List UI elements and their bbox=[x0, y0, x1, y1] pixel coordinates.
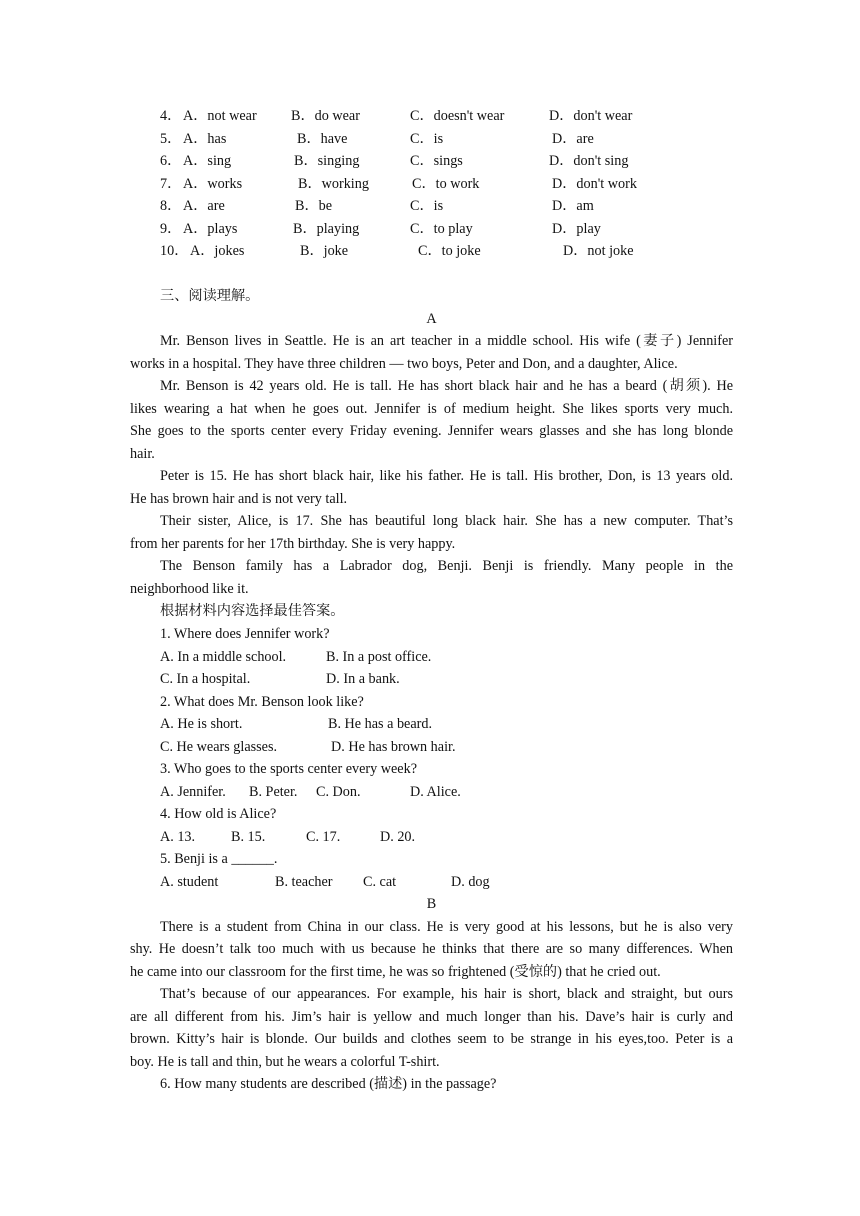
question-options: A. In a middle school. B. In a post office. bbox=[160, 649, 432, 665]
passage-line: from her parents for her 17th birthday. She is very happy. bbox=[130, 536, 456, 552]
question-options: A. student B. teacher C. cat D. dog bbox=[160, 874, 490, 890]
question-options: C. He wears glasses. D. He has brown hair. bbox=[160, 739, 456, 755]
question-options: C. In a hospital. D. In a bank. bbox=[160, 671, 400, 687]
passage-line: brown. Kitty’s hair is blonde. Our builds and clothes seem to be strange in his eyes,too. Peter is a bbox=[130, 1031, 733, 1047]
option-c: C．is bbox=[410, 198, 444, 214]
section-title: 三、阅读理解。 bbox=[160, 288, 260, 304]
question-options: A. 13. B. 15. C. 17. D. 20. bbox=[160, 829, 416, 845]
cloze-option-row: 8． A．are B．be C．is D．am bbox=[160, 195, 720, 217]
cloze-option-row: 4． A．not wear B．do wear C．doesn't wear D．don't wear bbox=[160, 105, 720, 127]
option-b: B．have bbox=[297, 131, 348, 147]
passage-line: are all different from his. Jim’s hair is yellow and much longer than his. Dave’s hair is curly and bbox=[130, 1009, 733, 1025]
passage-line: he came into our classroom for the first time, he was so frightened (受惊的) that he cried out. bbox=[130, 964, 661, 980]
option-d: D．not joke bbox=[563, 243, 634, 259]
option-d: D．don't work bbox=[552, 176, 637, 192]
passage-line: shy. He doesn’t talk too much with us because he thinks that there are so many differences. When bbox=[130, 941, 733, 957]
passage-line: boy. He is tall and thin, but he wears a colorful T-shirt. bbox=[130, 1054, 440, 1070]
option-b: B．singing bbox=[294, 153, 360, 169]
option-c: C．to joke bbox=[418, 243, 481, 259]
cloze-option-row: 6． A．sing B．singing C．sings D．don't sing bbox=[160, 150, 720, 172]
option-d: D．are bbox=[552, 131, 594, 147]
question-options: A. He is short. B. He has a beard. bbox=[160, 716, 433, 732]
passage-line: The Benson family has a Labrador dog, Benji. Benji is friendly. Many people in the bbox=[160, 558, 733, 574]
option-a: A．works bbox=[183, 176, 243, 192]
option-c: C．doesn't wear bbox=[410, 108, 505, 124]
option-b: B．joke bbox=[300, 243, 349, 259]
passage-line: neighborhood like it. bbox=[130, 581, 249, 597]
option-d: D．don't wear bbox=[549, 108, 633, 124]
instruction: 根据材料内容选择最佳答案。 bbox=[160, 603, 345, 619]
question: 5. Benji is a ______. bbox=[160, 851, 278, 867]
passage-line: likes wearing a hat when he goes out. Jennifer is of medium height. She likes sports very much. bbox=[130, 401, 733, 417]
question-options: A. Jennifer. B. Peter. C. Don. D. Alice. bbox=[160, 784, 461, 800]
passage-b-label: B bbox=[426, 896, 437, 912]
cloze-option-row: 5． A．has B．have C．is D．are bbox=[160, 128, 720, 150]
option-b: B．do wear bbox=[291, 108, 360, 124]
option-a: A．sing bbox=[183, 153, 232, 169]
question: 4. How old is Alice? bbox=[160, 806, 277, 822]
option-b: B．be bbox=[295, 198, 333, 214]
passage-line: She goes to the sports center every Friday evening. Jennifer wears glasses and she has long blonde bbox=[130, 423, 733, 439]
option-c: C．sings bbox=[410, 153, 463, 169]
passage-line: Mr. Benson lives in Seattle. He is an art teacher in a middle school. His wife (妻子) Jennifer bbox=[160, 333, 733, 349]
option-d: D．don't sing bbox=[549, 153, 629, 169]
passage-line: He has brown hair and is not very tall. bbox=[130, 491, 348, 507]
cloze-option-row: 10． A．jokes B．joke C．to joke D．not joke bbox=[160, 240, 720, 262]
passage-line: There is a student from China in our class. He is very good at his lessons, but he is also very bbox=[160, 919, 733, 935]
question: 1. Where does Jennifer work? bbox=[160, 626, 330, 642]
passage-line: hair. bbox=[130, 446, 155, 462]
passage-line: works in a hospital. They have three children — two boys, Peter and Don, and a daughter, Alice. bbox=[130, 356, 678, 372]
option-a: A．jokes bbox=[190, 243, 245, 259]
cloze-option-row: 7． A．works B．working C．to work D．don't work bbox=[160, 173, 720, 195]
option-c: C．to work bbox=[412, 176, 480, 192]
option-a: A．not wear bbox=[183, 108, 257, 124]
passage-line: Peter is 15. He has short black hair, like his father. He is tall. His brother, Don, is 13 years old. bbox=[160, 468, 733, 484]
passage-a-label: A bbox=[426, 311, 437, 327]
question: 6. How many students are described (描述) in the passage? bbox=[160, 1076, 497, 1092]
passage-line: Mr. Benson is 42 years old. He is tall. He has short black hair and he has a beard (胡须). He bbox=[160, 378, 733, 394]
passage-line: That’s because of our appearances. For example, his hair is short, black and straight, but ours bbox=[160, 986, 733, 1002]
option-b: B．playing bbox=[293, 221, 360, 237]
option-d: D．play bbox=[552, 221, 601, 237]
option-a: A．plays bbox=[183, 221, 238, 237]
option-d: D．am bbox=[552, 198, 594, 214]
question: 2. What does Mr. Benson look like? bbox=[160, 694, 364, 710]
option-c: C．to play bbox=[410, 221, 473, 237]
option-a: A．has bbox=[183, 131, 227, 147]
passage-line: Their sister, Alice, is 17. She has beautiful long black hair. She has a new computer. That’s bbox=[160, 513, 733, 529]
question: 3. Who goes to the sports center every week? bbox=[160, 761, 417, 777]
option-b: B．working bbox=[298, 176, 369, 192]
cloze-option-row: 9． A．plays B．playing C．to play D．play bbox=[160, 218, 720, 240]
option-c: C．is bbox=[410, 131, 444, 147]
option-a: A．are bbox=[183, 198, 225, 214]
